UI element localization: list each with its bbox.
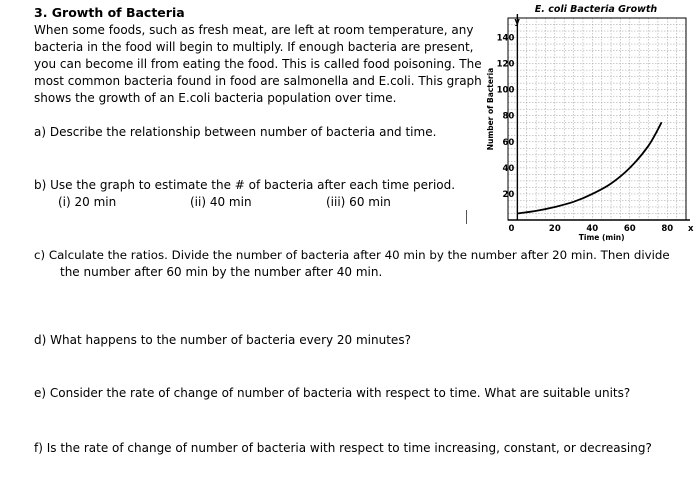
y-tick-label: 60 xyxy=(502,137,515,148)
x-axis-letter: x xyxy=(688,224,694,234)
y-axis-letter: y xyxy=(514,17,520,27)
question-d: d) What happens to the number of bacteria every 20 minutes? xyxy=(34,333,411,347)
question-e: e) Consider the rate of change of number of bacteria with respect to time. What are suitable units? xyxy=(34,386,631,400)
problem-title: 3. Growth of Bacteria xyxy=(34,5,185,20)
intro-line-1: When some foods, such as fresh meat, are left at room temperature, any xyxy=(34,23,474,37)
x-tick-label: 40 xyxy=(586,224,599,234)
intro-line-3: you can become ill from eating the food. This is called food poisoning. The xyxy=(34,57,482,71)
question-b-part-3: (iii) 60 min xyxy=(326,195,391,209)
x-tick-label: 20 xyxy=(548,224,561,234)
intro-line-4: most common bacteria found in food are salmonella and E.coli. This graph xyxy=(34,74,482,88)
x-tick-label: 0 xyxy=(508,224,515,234)
question-b-part-1: (i) 20 min xyxy=(58,195,117,209)
question-b-part-2: (ii) 40 min xyxy=(190,195,252,209)
x-tick-label: 60 xyxy=(623,224,636,234)
y-tick-label: 20 xyxy=(502,189,515,200)
intro-line-2: bacteria in the food will begin to multiply. If enough bacteria are present, xyxy=(34,40,474,54)
bacteria-growth-chart xyxy=(488,0,700,245)
x-tick-label: 80 xyxy=(661,224,674,234)
chart-svg xyxy=(488,0,700,245)
question-b: b) Use the graph to estimate the # of bacteria after each time period. xyxy=(34,178,456,192)
text-cursor xyxy=(466,210,467,224)
question-c-line-2: the number after 60 min by the number after 40 min. xyxy=(60,265,383,279)
y-tick-label: 100 xyxy=(496,85,515,96)
y-tick-label: 140 xyxy=(496,33,515,44)
y-tick-label: 80 xyxy=(502,111,515,122)
y-axis-label: Number of Bacteria xyxy=(486,67,495,151)
question-a: a) Describe the relationship between number of bacteria and time. xyxy=(34,125,437,139)
chart-title: E. coli Bacteria Growth xyxy=(534,4,658,15)
y-tick-label: 40 xyxy=(502,163,515,174)
question-f: f) Is the rate of change of number of bacteria with respect to time increasing, constant, or decreasing? xyxy=(34,441,652,455)
question-c-line-1: c) Calculate the ratios. Divide the number of bacteria after 40 min by the number after 20 min. Then divide xyxy=(34,248,670,262)
intro-line-5: shows the growth of an E.coli bacteria population over time. xyxy=(34,91,397,105)
y-tick-label: 120 xyxy=(496,59,515,70)
x-axis-label: Time (min) xyxy=(578,233,625,242)
